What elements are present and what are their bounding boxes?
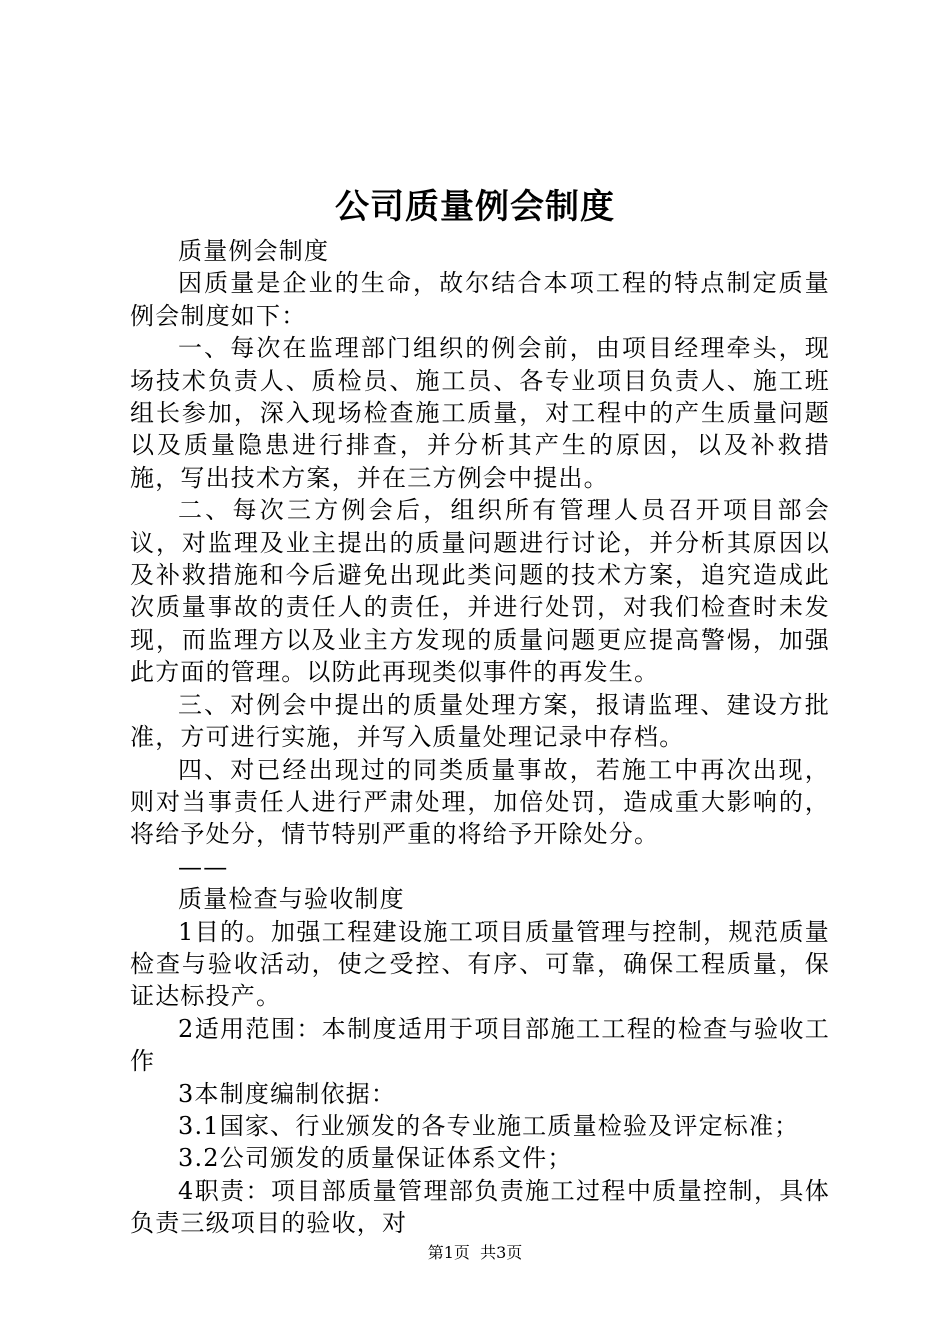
paragraph: 质量例会制度 <box>178 237 330 265</box>
page-total: 共3页 <box>480 1243 523 1262</box>
paragraph: 2适用范围：本制度适用于项目部施工工程的检查与验收工作 <box>130 1014 830 1076</box>
paragraph: 4职责：项目部质量管理部负责施工过程中质量控制，具体负责三级项目的验收，对 <box>130 1176 830 1238</box>
separator-dash: —— <box>178 852 229 881</box>
page-footer <box>0 1242 950 1264</box>
paragraph: 3本制度编制依据： <box>178 1079 397 1108</box>
paragraph: 3.2公司颁发的质量保证体系文件； <box>178 1144 573 1173</box>
paragraph: 四、对已经出现过的同类质量事故，若施工中再次出现，则对当事责任人进行严肃处理，加倍处罚，造成重大影响的，将给予处分，情节特别严重的将给予开除处分。 <box>130 755 830 849</box>
paragraph: 一、每次在监理部门组织的例会前，由项目经理牵头，现场技术负责人、质检员、施工员、各专业项目负责人、施工班组长参加，深入现场检查施工质量，对工程中的产生质量问题以及质量隐患进行排查，并分析其产生的原因，以及补救措施，写出技术方案，并在三方例会中提出。 <box>130 334 830 492</box>
paragraph: 1目的。加强工程建设施工项目质量管理与控制，规范质量检查与验收活动，使之受控、有序、可靠，确保工程质量，保证达标投产。 <box>130 917 830 1011</box>
paragraph: 二、每次三方例会后，组织所有管理人员召开项目部会议，对监理及业主提出的质量问题进行讨论，并分析其原因以及补救措施和今后避免出现此类问题的技术方案，追究造成此次质量事故的责任人的责任，并进行处罚，对我们检查时未发现，而监理方以及业主方发现的质量问题更应提高警惕，加强此方面的管理。以防此再现类似事件的再发生。 <box>130 496 830 687</box>
document-body <box>130 235 830 1240</box>
paragraph: 因质量是企业的生命，故尔结合本项工程的特点制定质量例会制度如下： <box>130 269 830 330</box>
page-number: 第1页 <box>427 1243 470 1262</box>
section-heading: 质量检查与验收制度 <box>178 885 405 914</box>
document-title: 公司质量例会制度 <box>335 187 615 227</box>
paragraph: 三、对例会中提出的质量处理方案，报请监理、建设方批准，方可进行实施，并写入质量处理记录中存档。 <box>130 690 830 752</box>
paragraph: 3.1国家、行业颁发的各专业施工质量检验及评定标准； <box>178 1111 800 1140</box>
